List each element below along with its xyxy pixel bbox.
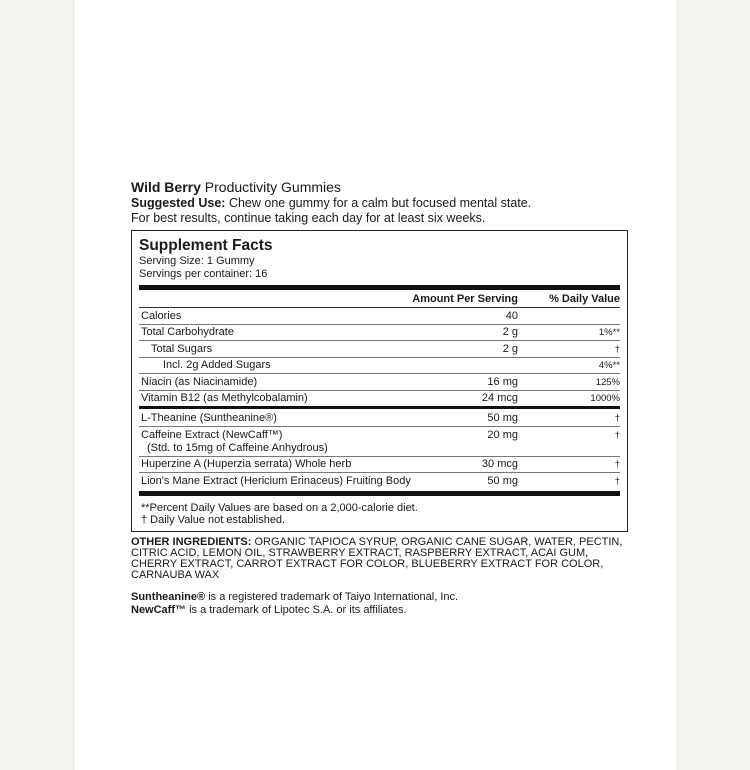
label-page (75, 0, 676, 770)
facts-header-row (139, 290, 620, 308)
ingredient-dv: † (614, 413, 620, 424)
facts-row (139, 473, 620, 489)
facts-footnotes (139, 496, 620, 526)
amount-header: Amount Per Serving (412, 293, 518, 305)
ingredient-dv: † (614, 475, 620, 487)
ingredient-amount: 50 mg (487, 412, 518, 424)
trademark-suntheanine (131, 591, 631, 604)
other-ingredients (131, 537, 631, 581)
suggested-use-line2: For best results, continue taking each day for at least six weeks. (131, 211, 486, 225)
facts-row (139, 391, 620, 407)
supplement-facts-panel (131, 230, 628, 532)
trademark-notes (131, 591, 631, 617)
ingredient-amount: 50 mg (487, 474, 518, 487)
ingredient-name (141, 429, 438, 455)
nutrient-dv: 1%** (598, 327, 620, 338)
ingredient-amount: 20 mg (487, 428, 518, 441)
suggested-use (131, 196, 631, 211)
trademark-newcaff (131, 604, 631, 617)
supplement-facts-title: Supplement Facts (139, 237, 273, 254)
nutrient-name: Niacin (as Niacinamide) (141, 375, 258, 388)
nutrient-amount: 24 mcg (481, 392, 518, 404)
product-title (131, 178, 631, 196)
nutrient-amount: 40 (505, 309, 518, 322)
serving-size: Serving Size: 1 Gummy (139, 255, 255, 267)
ingredient-dv: † (614, 429, 620, 441)
suggested-use-label: Suggested Use: (131, 196, 226, 210)
nutrient-dv: † (614, 343, 620, 355)
nutrient-name: Total Carbohydrate (141, 326, 234, 338)
servings-per-container: Servings per container: 16 (139, 267, 268, 280)
trademark-suntheanine-name: Suntheanine® (131, 590, 206, 603)
facts-row (139, 341, 620, 358)
ingredient-name: Lion's Mane Extract (Hericium Erinaceus) Fruiting Body (141, 474, 411, 487)
facts-row (139, 409, 620, 427)
nutrient-amount: 2 g (502, 326, 518, 338)
trademark-newcaff-text: is a trademark of Lipotec S.A. or its affiliates. (189, 603, 407, 616)
other-ingredients-text: ORGANIC TAPIOCA SYRUP, ORGANIC CANE SUGAR, WATER, PECTIN, CITRIC ACID, LEMON OIL, STRAWBERRY EXTRACT, RASPBERRY EXTRACT, ACAI GUM, CHERRY EXTRACT, CARROT EXTRACT FOR COLOR, BLUEBERRY EXTRACT FOR COLOR, CARNAUBA WAX (131, 535, 623, 581)
ingredient-name-line1: Caffeine Extract (NewCaff™) (141, 428, 283, 441)
facts-row (139, 374, 620, 391)
trademark-newcaff-name: NewCaff™ (131, 603, 187, 616)
label-content (131, 178, 631, 617)
facts-row (139, 457, 620, 474)
nutrient-name: Incl. 2g Added Sugars (163, 359, 271, 371)
facts-row (139, 308, 620, 325)
ingredient-dv: † (614, 459, 620, 470)
nutrient-dv: 125% (595, 376, 620, 388)
ingredient-amount: 30 mcg (481, 458, 518, 470)
nutrient-name: Calories (141, 309, 182, 322)
facts-row (139, 325, 620, 342)
nutrient-dv: 4%** (598, 360, 620, 371)
ingredient-name: Huperzine A (Huperzia serrata) Whole herb (141, 458, 352, 470)
ingredient-name-line2: (Std. to 15mg of Caffeine Anhydrous) (147, 441, 328, 454)
nutrient-name: Vitamin B12 (as Methylcobalamin) (141, 392, 308, 404)
other-ingredients-label: OTHER INGREDIENTS: (131, 535, 252, 548)
trademark-suntheanine-text: is a registered trademark of Taiyo International, Inc. (208, 590, 459, 603)
nutrient-name: Total Sugars (151, 342, 213, 355)
suggested-use-text: Chew one gummy for a calm but focused mental state. (228, 196, 532, 210)
nutrient-dv: 1000% (590, 393, 620, 404)
dv-header: % Daily Value (549, 293, 620, 305)
nutrient-amount: 2 g (502, 342, 518, 355)
facts-row (139, 358, 620, 375)
facts-row (139, 427, 620, 457)
nutrient-amount: 16 mg (487, 375, 518, 388)
ingredient-name: L-Theanine (Suntheanine®) (141, 412, 277, 424)
product-name-bold: Wild Berry (131, 179, 201, 195)
product-name-rest: Productivity Gummies (204, 179, 341, 195)
footnote-dagger: † Daily Value not established. (141, 513, 286, 526)
footnote-dv-basis: **Percent Daily Values are based on a 2,000-calorie diet. (141, 501, 418, 514)
